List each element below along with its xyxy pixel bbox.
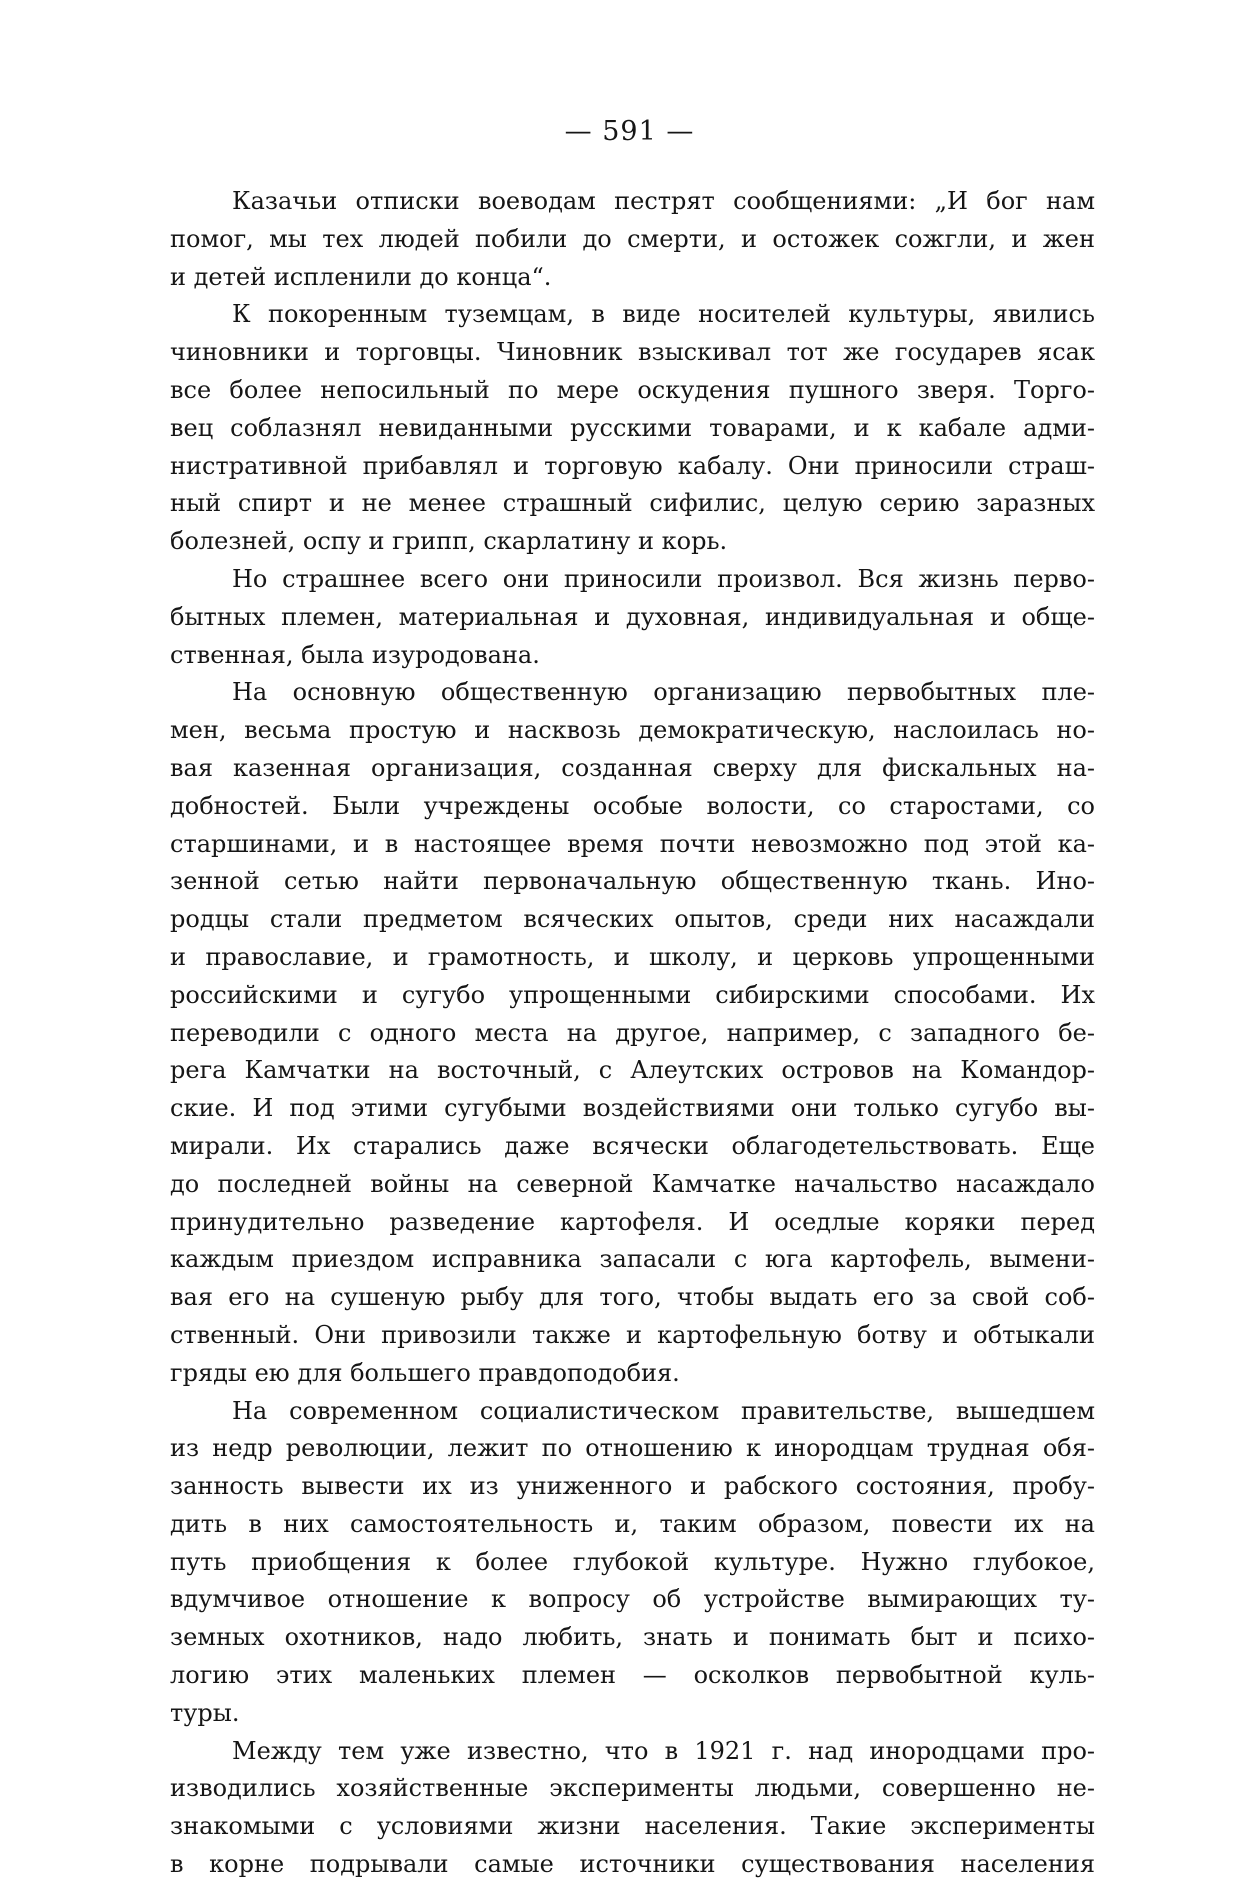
text-line: вая казенная организация, созданная сверху для фискальных на- — [170, 753, 1095, 782]
paragraph — [170, 561, 1095, 674]
page-number: — 591 — — [564, 116, 695, 147]
body-text — [170, 183, 1095, 1884]
text-line: ственный. Они привозили также и картофельную ботву и обтыкали — [170, 1320, 1095, 1349]
text-line: Казачьи отписки воеводам пестрят сообщениями: „И бог нам — [232, 187, 1095, 215]
text-line: вая его на сушеную рыбу для того, чтобы выдать его за свой соб- — [170, 1283, 1095, 1312]
text-line: из недр революции, лежит по отношению к инородцам трудная обя- — [170, 1434, 1095, 1463]
text-line: занность вывести их из униженного и рабского состояния, пробу- — [170, 1472, 1095, 1501]
text-line: На основную общественную организацию первобытных пле- — [232, 678, 1095, 707]
text-line: На современном социалистическом правительстве, вышедшем — [232, 1396, 1095, 1425]
paragraph — [170, 674, 1095, 1392]
text-line: изводились хозяйственные эксперименты людьми, совершенно не- — [170, 1774, 1095, 1803]
text-line: зенной сетью найти первоначальную общественную ткань. Ино- — [170, 867, 1095, 896]
text-line: и православие, и грамотность, и школу, и церковь упрощенными — [170, 942, 1095, 971]
paragraph — [170, 183, 1095, 296]
text-line: каждым приездом исправника запасали с юга картофель, вымени- — [170, 1245, 1095, 1274]
text-line: ственная, была изуродована. — [170, 640, 540, 669]
text-line: чиновники и торговцы. Чиновник взыскивал тот же государев ясак — [170, 338, 1095, 367]
text-line: и детей испленили до конца“. — [170, 262, 552, 291]
text-line: путь приобщения к более глубокой культуре. Нужно глубокое, — [170, 1547, 1095, 1576]
paragraph — [170, 1393, 1095, 1733]
text-line: старшинами, и в настоящее время почти невозможно под этой ка- — [170, 829, 1095, 858]
text-line: вец соблазнял невиданными русскими товарами, и к кабале адми- — [170, 413, 1095, 442]
text-line: вдумчивое отношение к вопросу об устройстве вымирающих ту- — [170, 1585, 1095, 1614]
text-line: ный спирт и не менее страшный сифилис, целую серию заразных — [170, 489, 1095, 518]
text-line: родцы стали предметом всяческих опытов, среди них насаждали — [170, 905, 1095, 934]
text-line: добностей. Были учреждены особые волости, со старостами, со — [170, 791, 1095, 820]
text-line: туры. — [170, 1698, 240, 1727]
text-line: принудительно разведение картофеля. И оседлые коряки перед — [170, 1207, 1095, 1236]
text-line: в корне подрывали самые источники существования населения — [170, 1850, 1095, 1879]
text-line: знакомыми с условиями жизни населения. Такие эксперименты — [170, 1812, 1095, 1841]
text-line: нистративной прибавлял и торговую кабалу. Они приносили страш- — [170, 451, 1095, 480]
text-line: помог, мы тех людей побили до смерти, и остожек сожгли, и жен — [170, 224, 1095, 253]
text-line: К покоренным туземцам, в виде носителей культуры, явились — [232, 300, 1095, 329]
text-line: Но страшнее всего они приносили произвол. Вся жизнь перво- — [232, 564, 1095, 593]
text-line: переводили с одного места на другое, например, с западного бе- — [170, 1018, 1095, 1047]
text-line: дить в них самостоятельность и, таким образом, повести их на — [170, 1509, 1095, 1538]
text-line: российскими и сугубо упрощенными сибирскими способами. Их — [170, 980, 1095, 1009]
text-line: мирали. Их старались даже всячески облагодетельствовать. Еще — [170, 1131, 1095, 1160]
text-line: рега Камчатки на восточный, с Алеутских островов на Командор- — [170, 1056, 1095, 1085]
text-line: болезней, оспу и грипп, скарлатину и корь. — [170, 527, 728, 556]
text-line: все более непосильный по мере оскудения пушного зверя. Торго- — [170, 375, 1095, 404]
text-line: земных охотников, надо любить, знать и понимать быт и психо- — [170, 1623, 1095, 1652]
paragraph — [170, 1733, 1095, 1884]
text-line: ские. И под этими сугубыми воздействиями они только сугубо вы- — [170, 1094, 1095, 1123]
text-line: гряды ею для большего правдоподобия. — [170, 1358, 680, 1387]
text-line: логию этих маленьких племен — осколков первобытной куль- — [170, 1661, 1095, 1690]
text-line: Между тем уже известно, что в 1921 г. над инородцами про- — [232, 1736, 1095, 1765]
text-line: мен, весьма простую и насквозь демократическую, наслоилась но- — [170, 716, 1095, 745]
paragraph — [170, 296, 1095, 561]
text-line: бытных племен, материальная и духовная, индивидуальная и обще- — [170, 602, 1095, 631]
text-line: до последней войны на северной Камчатке начальство насаждало — [170, 1169, 1095, 1198]
